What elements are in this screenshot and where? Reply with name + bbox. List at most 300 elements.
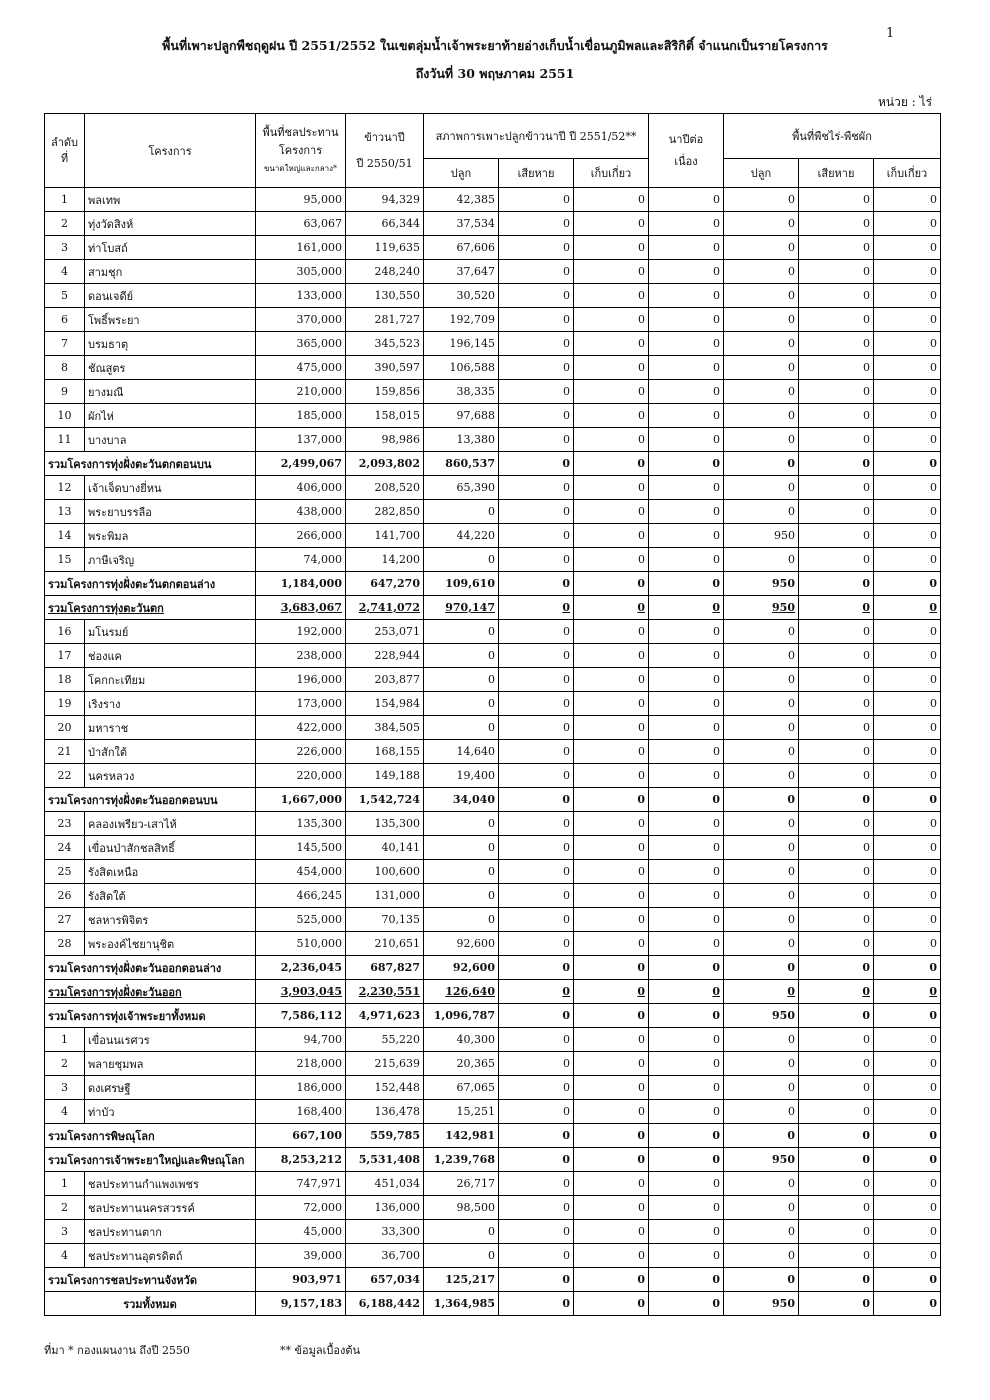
cell-fharvest [874, 1148, 941, 1172]
cell-area-value: 510,000 [296, 937, 342, 950]
cell-fplant [724, 932, 799, 956]
cell-plant [424, 620, 499, 644]
cell-harvest-value: 0 [637, 577, 645, 590]
cell-area [256, 452, 346, 476]
cell-plant [424, 1292, 499, 1316]
cell-area-value: 185,000 [296, 409, 342, 422]
cell-fdamage-value: 0 [863, 745, 870, 758]
cell-fdamage [799, 1076, 874, 1100]
cell-area [256, 572, 346, 596]
cell-cont [649, 596, 724, 620]
cell-damage [499, 1172, 574, 1196]
cell-fdamage [799, 860, 874, 884]
cell-fharvest-value: 0 [930, 865, 937, 878]
cell-prev [346, 404, 424, 428]
cell-fharvest [874, 692, 941, 716]
cell-fplant-value: 0 [788, 1033, 795, 1046]
cell-fdamage-value: 0 [863, 697, 870, 710]
cell-fdamage-value: 0 [863, 1177, 870, 1190]
cell-area-value: 525,000 [296, 913, 342, 926]
cell-prev-value: 647,270 [370, 577, 420, 590]
cell-area-value: 135,300 [296, 817, 342, 830]
cell-fplant [724, 308, 799, 332]
cell-prev-value: 2,741,072 [358, 601, 420, 614]
cell-damage-value: 0 [562, 985, 570, 998]
cell-fplant-value: 0 [788, 553, 795, 566]
cell-fplant [724, 1244, 799, 1268]
subtotal-label-text: รวมโครงการทุ่งฝั่งตะวันตกตอนล่าง [48, 577, 216, 591]
cell-plant-value: 40,300 [456, 1033, 495, 1046]
cell-plant [424, 356, 499, 380]
cell-harvest-value: 0 [637, 1273, 645, 1286]
cell-damage-value: 0 [563, 1105, 570, 1118]
cell-fplant-value: 0 [788, 625, 795, 638]
cell-cont-value: 0 [712, 577, 720, 590]
project-name: คลองเพรียว-เสาไห้ [85, 812, 256, 836]
cell-plant-value: 98,500 [456, 1201, 495, 1214]
cell-area [256, 908, 346, 932]
subtotal-label-text: รวมโครงการชลประทานจังหวัด [48, 1273, 197, 1287]
cell-area-value: 238,000 [296, 649, 342, 662]
cell-damage-value: 0 [563, 697, 570, 710]
cell-fplant-value: 0 [788, 337, 795, 350]
subtotal-label [45, 980, 256, 1004]
cell-prev [346, 812, 424, 836]
cell-area-value: 74,000 [303, 553, 342, 566]
cell-fharvest [874, 284, 941, 308]
cell-fharvest-value: 0 [930, 769, 937, 782]
cell-area [256, 764, 346, 788]
cell-area-value: 305,000 [296, 265, 342, 278]
cell-cont [649, 476, 724, 500]
project-name: พลเทพ [85, 188, 256, 212]
cell-fharvest-value: 0 [930, 241, 937, 254]
cell-harvest [574, 404, 649, 428]
cell-cont-value: 0 [713, 769, 720, 782]
cell-harvest [574, 668, 649, 692]
cell-fharvest [874, 1268, 941, 1292]
cell-area-value: 454,000 [296, 865, 342, 878]
table-row [45, 236, 941, 260]
header-irrigation-line3: ขนาดใหญ่และกลาง* [263, 163, 338, 173]
cell-area [256, 1124, 346, 1148]
cell-area [256, 1028, 346, 1052]
cell-prev-value: 141,700 [374, 529, 420, 542]
cell-prev-value: 657,034 [370, 1273, 420, 1286]
cell-harvest [574, 980, 649, 1004]
cell-cont-value: 0 [712, 793, 720, 806]
cell-prev [346, 644, 424, 668]
cell-fdamage [799, 620, 874, 644]
cell-damage [499, 428, 574, 452]
cell-fharvest [874, 476, 941, 500]
cell-prev [346, 764, 424, 788]
cell-plant [424, 452, 499, 476]
cell-fdamage-value: 0 [862, 1297, 870, 1310]
cell-fplant [724, 500, 799, 524]
cell-fplant-value: 0 [787, 985, 795, 998]
cell-damage-value: 0 [562, 793, 570, 806]
subtotal-row [45, 980, 941, 1004]
cell-area-value: 266,000 [296, 529, 342, 542]
cell-fharvest [874, 980, 941, 1004]
table-row [45, 764, 941, 788]
cell-fplant [724, 1172, 799, 1196]
cell-fdamage-value: 0 [862, 961, 870, 974]
cell-plant-value: 67,065 [456, 1081, 495, 1094]
cell-fdamage [799, 236, 874, 260]
cell-fdamage [799, 308, 874, 332]
cell-fplant [724, 596, 799, 620]
cell-plant [424, 1004, 499, 1028]
cell-area-value: 9,157,183 [280, 1297, 342, 1310]
project-name: ดงเศรษฐี [85, 1076, 256, 1100]
cell-fdamage [799, 548, 874, 572]
project-name: เจ้าเจ็ดบางยี่หน [85, 476, 256, 500]
cell-fplant [724, 1100, 799, 1124]
cell-damage [499, 836, 574, 860]
cell-harvest-value: 0 [637, 985, 645, 998]
cell-damage-value: 0 [563, 553, 570, 566]
subtotal-label [45, 1004, 256, 1028]
cell-prev [346, 620, 424, 644]
cell-fdamage-value: 0 [862, 1273, 870, 1286]
cell-fdamage [799, 836, 874, 860]
cell-plant [424, 932, 499, 956]
cell-fharvest [874, 236, 941, 260]
cell-plant [424, 908, 499, 932]
cell-fharvest [874, 548, 941, 572]
cell-cont [649, 212, 724, 236]
cell-plant-value: 38,335 [456, 385, 495, 398]
table-row [45, 284, 941, 308]
cell-prev-value: 98,986 [381, 433, 420, 446]
cell-prev [346, 668, 424, 692]
cell-damage-value: 0 [563, 529, 570, 542]
cell-area [256, 884, 346, 908]
cell-prev-value: 2,230,551 [358, 985, 420, 998]
cell-plant [424, 1052, 499, 1076]
cell-plant-value: 44,220 [456, 529, 495, 542]
cell-damage [499, 980, 574, 1004]
cell-harvest [574, 764, 649, 788]
cell-harvest-value: 0 [638, 193, 645, 206]
cell-fharvest [874, 836, 941, 860]
cell-fdamage [799, 1052, 874, 1076]
cell-plant [424, 668, 499, 692]
cell-harvest-value: 0 [638, 313, 645, 326]
cell-fdamage-value: 0 [863, 817, 870, 830]
cell-plant-value: 0 [488, 1225, 495, 1238]
cell-fharvest [874, 596, 941, 620]
table-row [45, 380, 941, 404]
cell-prev-value: 281,727 [374, 313, 420, 326]
cell-fplant [724, 812, 799, 836]
cell-cont-value: 0 [713, 721, 720, 734]
cell-prev-value: 248,240 [374, 265, 420, 278]
table-row [45, 476, 941, 500]
cell-fdamage [799, 644, 874, 668]
cell-fplant-value: 0 [788, 817, 795, 830]
cell-fharvest [874, 860, 941, 884]
row-number: 10 [45, 404, 85, 428]
cell-area [256, 620, 346, 644]
cell-plant [424, 1028, 499, 1052]
cell-fplant-value: 0 [787, 1273, 795, 1286]
cell-fdamage [799, 1172, 874, 1196]
row-number: 4 [45, 260, 85, 284]
cell-fharvest [874, 1100, 941, 1124]
cell-harvest-value: 0 [638, 481, 645, 494]
cell-fdamage-value: 0 [863, 1081, 870, 1094]
cell-fdamage [799, 356, 874, 380]
table-row [45, 692, 941, 716]
header-rice-prev [346, 114, 424, 188]
cell-harvest-value: 0 [638, 697, 645, 710]
cell-fharvest-value: 0 [930, 745, 937, 758]
cell-plant [424, 1220, 499, 1244]
cell-cont [649, 1172, 724, 1196]
table-row [45, 836, 941, 860]
project-name: นครหลวง [85, 764, 256, 788]
row-number: 3 [45, 1076, 85, 1100]
cell-area [256, 644, 346, 668]
cell-area-value: 220,000 [296, 769, 342, 782]
cell-harvest-value: 0 [638, 745, 645, 758]
row-number: 13 [45, 500, 85, 524]
cell-fdamage-value: 0 [863, 769, 870, 782]
cell-fharvest-value: 0 [930, 1249, 937, 1262]
cell-fplant-value: 950 [772, 1009, 795, 1022]
cell-fdamage-value: 0 [863, 1057, 870, 1070]
cell-area [256, 668, 346, 692]
cell-plant-value: 42,385 [456, 193, 495, 206]
cell-plant-value: 34,040 [452, 793, 495, 806]
cell-damage-value: 0 [563, 889, 570, 902]
cell-damage [499, 356, 574, 380]
cell-cont [649, 860, 724, 884]
cell-damage-value: 0 [563, 217, 570, 230]
subtotal-label [45, 1268, 256, 1292]
cell-cont-value: 0 [712, 457, 720, 470]
table-row [45, 260, 941, 284]
cell-area [256, 932, 346, 956]
cell-cont [649, 1244, 724, 1268]
cell-cont-value: 0 [713, 481, 720, 494]
cell-area [256, 404, 346, 428]
cell-fdamage-value: 0 [863, 433, 870, 446]
cell-fharvest-value: 0 [930, 697, 937, 710]
header-field-crops: พื้นที่พืชไร่-พืชผัก [724, 114, 941, 159]
cell-harvest-value: 0 [638, 265, 645, 278]
cell-prev [346, 860, 424, 884]
cell-harvest [574, 644, 649, 668]
cell-prev [346, 980, 424, 1004]
cell-fdamage [799, 404, 874, 428]
cell-fplant [724, 1268, 799, 1292]
cell-fdamage [799, 1220, 874, 1244]
cell-damage-value: 0 [562, 601, 570, 614]
cell-fharvest-value: 0 [929, 1297, 937, 1310]
cell-damage [499, 788, 574, 812]
cell-fharvest [874, 1028, 941, 1052]
subtotal-row [45, 1124, 941, 1148]
cell-plant-value: 125,217 [445, 1273, 495, 1286]
cell-area [256, 1172, 346, 1196]
cell-damage-value: 0 [563, 841, 570, 854]
cell-cont-value: 0 [713, 409, 720, 422]
row-number: 1 [45, 1172, 85, 1196]
cell-plant-value: 37,534 [456, 217, 495, 230]
cell-fharvest [874, 500, 941, 524]
project-name: ภาษีเจริญ [85, 548, 256, 572]
cell-plant [424, 764, 499, 788]
cell-area [256, 212, 346, 236]
cell-damage [499, 500, 574, 524]
cell-plant [424, 884, 499, 908]
cell-fharvest [874, 812, 941, 836]
cell-fdamage [799, 428, 874, 452]
cell-harvest [574, 1052, 649, 1076]
project-name: ชัณสูตร [85, 356, 256, 380]
cell-prev [346, 380, 424, 404]
subtotal-label-text: รวมโครงการเจ้าพระยาใหญ่และพิษณุโลก [48, 1153, 245, 1167]
project-name: เขื่อนป่าสักชลสิทธิ์ [85, 836, 256, 860]
cell-fharvest-value: 0 [930, 1081, 937, 1094]
row-number: 25 [45, 860, 85, 884]
cell-harvest-value: 0 [638, 385, 645, 398]
table-row [45, 332, 941, 356]
cell-area [256, 1100, 346, 1124]
cell-prev [346, 356, 424, 380]
cell-fharvest-value: 0 [930, 481, 937, 494]
cell-fplant-value: 950 [772, 1153, 795, 1166]
cell-damage-value: 0 [562, 961, 570, 974]
cell-fplant-value: 0 [788, 313, 795, 326]
cell-harvest [574, 620, 649, 644]
cell-cont [649, 956, 724, 980]
cell-fdamage [799, 692, 874, 716]
subtotal-label [45, 788, 256, 812]
project-name: รังสิตใต้ [85, 884, 256, 908]
cell-fplant [724, 356, 799, 380]
table-row [45, 188, 941, 212]
cell-fdamage-value: 0 [863, 625, 870, 638]
cell-cont [649, 812, 724, 836]
cell-harvest [574, 308, 649, 332]
cell-fharvest [874, 1220, 941, 1244]
cell-fharvest-value: 0 [929, 1273, 937, 1286]
cell-plant [424, 980, 499, 1004]
cell-prev [346, 884, 424, 908]
cell-fplant-value: 0 [788, 697, 795, 710]
cell-area-value: 39,000 [303, 1249, 342, 1262]
cell-area [256, 1148, 346, 1172]
cell-cont-value: 0 [713, 889, 720, 902]
cell-harvest [574, 932, 649, 956]
cell-cont-value: 0 [712, 1129, 720, 1142]
cell-harvest-value: 0 [638, 913, 645, 926]
cell-prev-value: 215,639 [374, 1057, 420, 1070]
cell-fplant-value: 0 [788, 1225, 795, 1238]
cell-damage [499, 1244, 574, 1268]
cell-area [256, 1292, 346, 1316]
cell-cont-value: 0 [713, 1081, 720, 1094]
cell-plant-value: 0 [488, 697, 495, 710]
cell-plant [424, 404, 499, 428]
header-rice-prev-line2: ปี 2550/51 [356, 156, 413, 170]
cell-area [256, 956, 346, 980]
table-body [45, 188, 941, 1316]
cell-prev [346, 308, 424, 332]
cell-fdamage [799, 1124, 874, 1148]
cell-prev-value: 1,542,724 [358, 793, 420, 806]
cell-plant-value: 0 [488, 625, 495, 638]
cell-harvest [574, 908, 649, 932]
cell-cont-value: 0 [713, 361, 720, 374]
cell-fharvest-value: 0 [929, 961, 937, 974]
cell-plant-value: 126,640 [445, 985, 495, 998]
row-number: 22 [45, 764, 85, 788]
cell-damage-value: 0 [562, 577, 570, 590]
cell-fdamage-value: 0 [863, 313, 870, 326]
cell-damage [499, 668, 574, 692]
cell-plant-value: 192,709 [449, 313, 495, 326]
cell-cont-value: 0 [713, 817, 720, 830]
cell-prev-value: 210,651 [374, 937, 420, 950]
cell-cont-value: 0 [713, 625, 720, 638]
cell-area-value: 1,667,000 [280, 793, 342, 806]
cell-prev-value: 152,448 [374, 1081, 420, 1094]
row-number: 6 [45, 308, 85, 332]
subtotal-label-text: รวมทั้งหมด [123, 1297, 177, 1311]
cell-fplant-value: 0 [788, 409, 795, 422]
cell-damage [499, 740, 574, 764]
cell-fharvest [874, 1292, 941, 1316]
cell-cont [649, 572, 724, 596]
cell-harvest [574, 260, 649, 284]
cell-fharvest [874, 452, 941, 476]
cell-prev-value: 136,000 [374, 1201, 420, 1214]
cell-cont [649, 236, 724, 260]
cell-fplant [724, 1220, 799, 1244]
cell-damage-value: 0 [563, 937, 570, 950]
cell-fplant [724, 260, 799, 284]
cell-cont-value: 0 [713, 1177, 720, 1190]
cell-fdamage [799, 500, 874, 524]
cell-area [256, 980, 346, 1004]
cell-area [256, 1196, 346, 1220]
cell-area-value: 45,000 [303, 1225, 342, 1238]
table-row [45, 932, 941, 956]
cell-cont-value: 0 [713, 505, 720, 518]
cell-damage [499, 212, 574, 236]
cell-prev [346, 1172, 424, 1196]
cell-harvest-value: 0 [638, 529, 645, 542]
cell-harvest [574, 1268, 649, 1292]
cell-plant [424, 1196, 499, 1220]
cell-damage-value: 0 [563, 289, 570, 302]
cell-harvest [574, 596, 649, 620]
cell-fharvest [874, 716, 941, 740]
cell-area-value: 370,000 [296, 313, 342, 326]
cell-area-value: 422,000 [296, 721, 342, 734]
cell-cont [649, 308, 724, 332]
subtotal-label-text: รวมโครงการทุ่งฝั่งตะวันออกตอนบน [48, 793, 218, 807]
row-number: 11 [45, 428, 85, 452]
cell-fharvest [874, 404, 941, 428]
project-name: เริงราง [85, 692, 256, 716]
